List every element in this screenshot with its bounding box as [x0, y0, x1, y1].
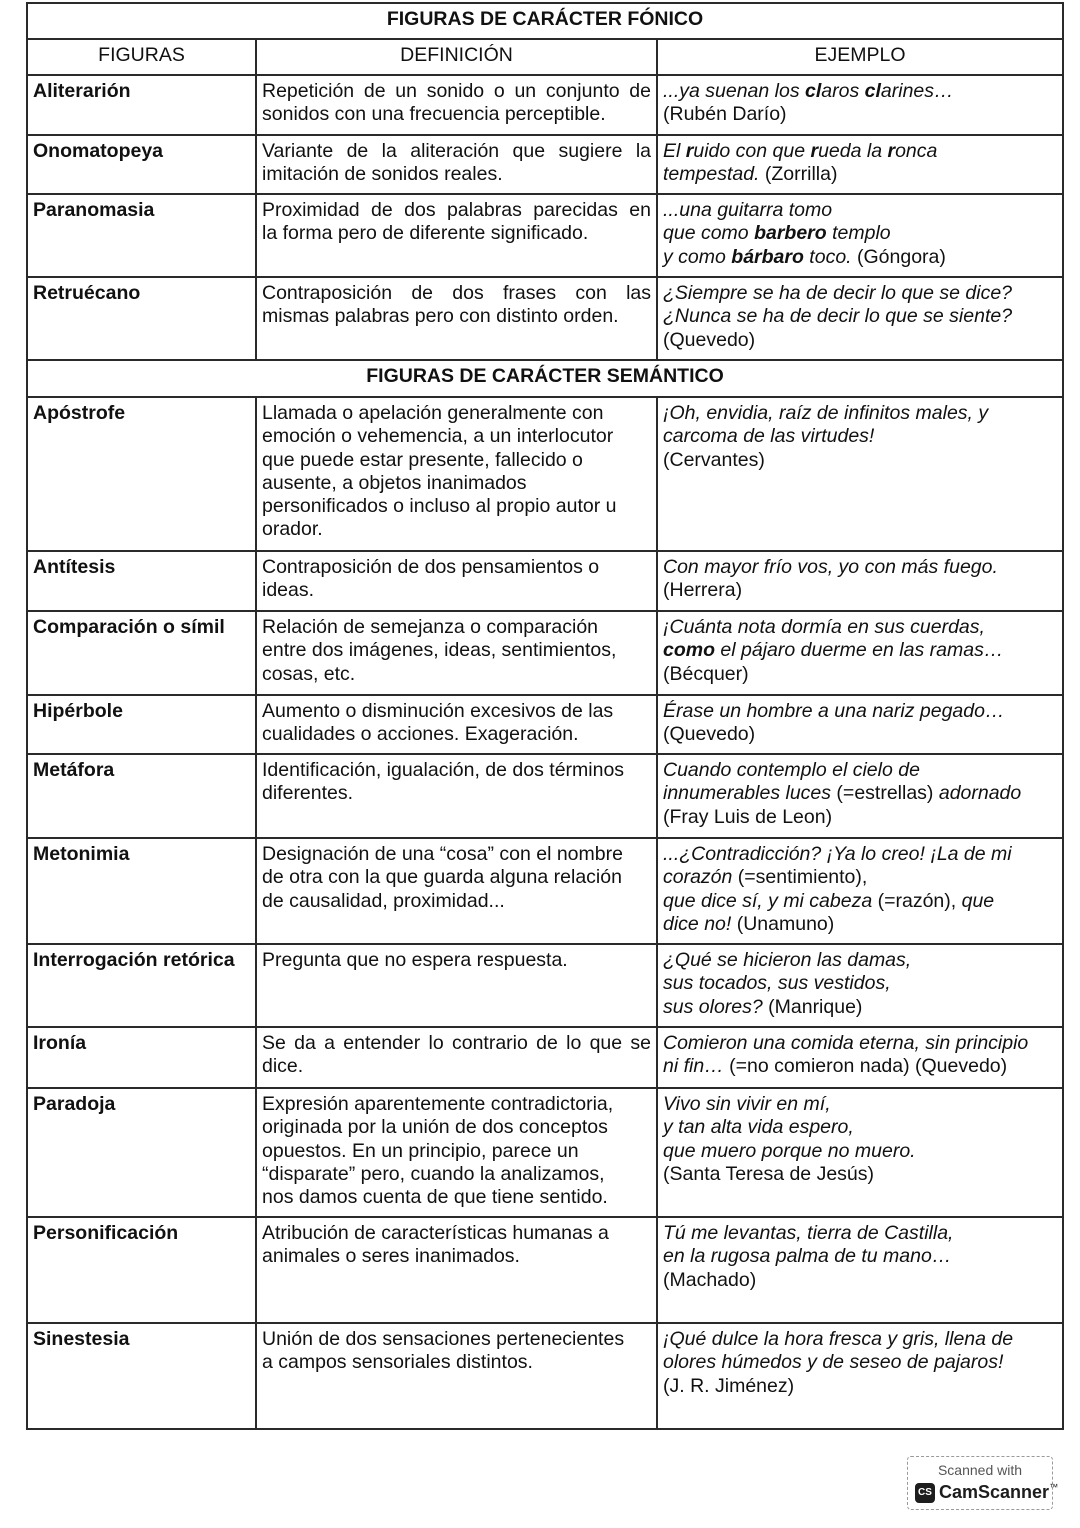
header-ejemplo: EJEMPLO [657, 39, 1063, 75]
example-text: que [961, 889, 995, 912]
section-title-semantico: FIGURAS DE CARÁCTER SEMÁNTICO [27, 360, 1063, 397]
example-text: templo [826, 222, 891, 245]
figure-row [27, 551, 1063, 611]
example-text: (Rubén Darío) [663, 103, 787, 126]
example-text: aros [821, 80, 865, 102]
example-line [663, 996, 1057, 1019]
definition-line: a campos sensoriales distintos. [262, 1351, 533, 1374]
example-text: corazón [663, 866, 733, 889]
definition-cell [256, 1088, 657, 1217]
figure-name: Antítesis [27, 551, 256, 611]
figure-name: Retruécano [27, 277, 256, 360]
example-text: Cuando contemplo el cielo de [663, 759, 920, 781]
example-text: (Góngora) [851, 245, 946, 268]
definition-cell [256, 944, 657, 1027]
trademark-mark: ™ [1049, 1482, 1059, 1492]
figure-row [27, 1088, 1063, 1217]
example-cell [657, 695, 1063, 754]
example-text: olores húmedos y de seseo de pajaros! [663, 1351, 1004, 1374]
example-text: uido con que [693, 140, 811, 162]
definition-line: Relación de semejanza o comparación [262, 616, 599, 638]
example-line [663, 1375, 1057, 1398]
example-line [663, 806, 1057, 829]
example-line [663, 140, 1057, 163]
example-text: barbero [754, 222, 827, 245]
example-line [663, 1093, 1057, 1116]
example-line [663, 449, 1057, 472]
definition-cell [256, 754, 657, 838]
example-text: ¡Oh, envidia, raíz de infinitos males, y [663, 402, 989, 424]
figure-row [27, 397, 1063, 551]
definition-line: nos damos cuenta de que tiene sentido. [262, 1186, 608, 1209]
example-text: (Bécquer) [663, 662, 749, 685]
brand-text: CamScanner [939, 1482, 1050, 1502]
figure-name: Interrogación retórica [27, 944, 256, 1027]
definition-line: que puede estar presente, fallecido o [262, 448, 583, 471]
example-text: (Herrera) [663, 579, 743, 602]
example-text: (=estrellas) [831, 782, 939, 805]
example-line [663, 1269, 1057, 1292]
definition-cell [256, 611, 657, 695]
definition-cell [256, 838, 657, 944]
example-text: ¿Nunca se ha de decir lo que se siente? [663, 305, 1013, 328]
example-text: el pájaro duerme en las ramas… [715, 639, 1004, 662]
camscanner-logo-icon: CS [915, 1483, 935, 1503]
example-text: Vivo sin vivir en mí, [663, 1093, 831, 1115]
example-text: tempestad. [663, 163, 760, 186]
example-line [663, 1222, 1057, 1245]
definition-line: cosas, etc. [262, 662, 356, 685]
definition-line: Designación de una “cosa” con el nombre [262, 843, 623, 865]
definition-line: Unión de dos sensaciones pertenecientes [262, 1328, 625, 1350]
example-line [663, 1116, 1057, 1139]
definition-line: Atribución de características humanas a [262, 1222, 609, 1244]
definition-cell [256, 194, 657, 277]
figure-name: Hipérbole [27, 695, 256, 754]
example-text: Érase un hombre a una nariz pegado… [663, 700, 1005, 722]
example-cell [657, 135, 1063, 194]
example-cell [657, 1088, 1063, 1217]
example-text: arines… [880, 80, 954, 102]
figure-name: Metonimia [27, 838, 256, 944]
example-line [663, 1140, 1057, 1163]
definition-line: dice. [262, 1055, 304, 1078]
figure-name: Onomatopeya [27, 135, 256, 194]
header-figuras: FIGURAS [27, 39, 256, 75]
example-text: sus tocados, sus vestidos, [663, 972, 891, 995]
example-line [663, 1245, 1057, 1268]
definition-line: Aumento o disminución excesivos de las [262, 700, 614, 722]
example-text: ¿Qué se hicieron las damas, [663, 949, 912, 971]
example-text: cl [805, 80, 822, 102]
example-text: Con mayor frío vos, yo con más fuego. [663, 556, 998, 578]
example-cell [657, 551, 1063, 611]
definition-line: la forma pero de diferente significado. [262, 222, 589, 245]
example-line [663, 639, 1057, 662]
example-line [663, 723, 1057, 746]
example-cell [657, 397, 1063, 551]
example-text: ni fin… [663, 1055, 724, 1078]
example-text: que dice sí, y mi cabeza [663, 889, 873, 912]
example-text: sus olores? [663, 995, 763, 1018]
example-text: en la rugosa palma de tu mano… [663, 1245, 952, 1268]
figure-row [27, 277, 1063, 360]
example-text: r [810, 140, 819, 162]
definition-line: imitación de sonidos reales. [262, 163, 503, 186]
definition-line: Contraposición de dos pensamientos o [262, 556, 600, 578]
definition-cell [256, 135, 657, 194]
example-cell [657, 194, 1063, 277]
definition-cell [256, 695, 657, 754]
figure-row [27, 1217, 1063, 1323]
example-cell [657, 754, 1063, 838]
definition-line: sonidos con una frecuencia perceptible. [262, 103, 606, 126]
example-line [663, 402, 1057, 425]
example-text: (Zorrilla) [759, 163, 838, 186]
example-text: ueda la [818, 140, 888, 162]
example-text: onca [895, 140, 938, 162]
example-text: ¿Siempre se ha de decir lo que se dice? [663, 282, 1013, 304]
figure-name: Metáfora [27, 754, 256, 838]
example-text: como [663, 639, 716, 662]
figure-name: Ironía [27, 1027, 256, 1088]
example-line [663, 913, 1057, 936]
example-text: dice no! [663, 912, 732, 935]
figures-table [26, 2, 1064, 1430]
example-text: (Fray Luis de Leon) [663, 805, 833, 828]
example-text: (Cervantes) [663, 448, 765, 471]
definition-line: de otra con la que guarda alguna relación [262, 866, 622, 889]
example-text: (Quevedo) [663, 723, 756, 746]
example-line [663, 782, 1057, 805]
figure-row [27, 1027, 1063, 1088]
example-cell [657, 1027, 1063, 1088]
example-text: ¡Qué dulce la hora fresca y gris, llena de [663, 1328, 1014, 1350]
example-text: y tan alta vida espero, [663, 1116, 854, 1139]
figure-row [27, 754, 1063, 838]
example-line [663, 843, 1057, 866]
example-text: innumerables luces [663, 782, 832, 805]
definition-line: emoción o vehemencia, a un interlocutor [262, 425, 614, 448]
example-text: Tú me levantas, tierra de Castilla, [663, 1222, 954, 1244]
example-cell [657, 838, 1063, 944]
figure-name: Apóstrofe [27, 397, 256, 551]
example-line [663, 866, 1057, 889]
definition-line: orador. [262, 518, 323, 541]
example-line [663, 1328, 1057, 1351]
definition-cell [256, 551, 657, 611]
scanned-with-label: Scanned with [937, 1462, 1023, 1478]
example-line [663, 890, 1057, 913]
definition-cell [256, 397, 657, 551]
example-line [663, 949, 1057, 972]
example-cell [657, 611, 1063, 695]
example-text: bárbaro [731, 245, 804, 268]
example-text: El [663, 140, 686, 162]
figure-row [27, 135, 1063, 194]
example-line [663, 1351, 1057, 1374]
figure-row [27, 75, 1063, 135]
example-line [663, 1163, 1057, 1186]
example-line [663, 972, 1057, 995]
example-cell [657, 1217, 1063, 1323]
definition-cell [256, 277, 657, 360]
example-line [663, 425, 1057, 448]
figure-row [27, 1323, 1063, 1429]
definition-line: de causalidad, proximidad... [262, 889, 505, 912]
example-text: (=razón), [872, 889, 962, 912]
figure-name: Personificación [27, 1217, 256, 1323]
definition-line: ideas. [262, 579, 315, 602]
definition-line: cualidades o acciones. Exageración. [262, 723, 579, 746]
definition-cell [256, 1323, 657, 1429]
example-text: adornado [938, 782, 1022, 805]
definition-cell [256, 1217, 657, 1323]
definition-cell [256, 1027, 657, 1088]
example-text: (Manrique) [762, 995, 863, 1018]
example-line [663, 282, 1057, 305]
figure-row [27, 194, 1063, 277]
example-text: r [887, 140, 896, 162]
example-cell [657, 277, 1063, 360]
figure-name: Comparación o símil [27, 611, 256, 695]
example-line [663, 103, 1057, 126]
camscanner-brand [939, 1482, 1058, 1503]
example-line [663, 246, 1057, 269]
example-text: (Machado) [663, 1268, 757, 1291]
example-line [663, 1032, 1057, 1055]
figure-row [27, 838, 1063, 944]
example-text: que muero porque no muero. [663, 1139, 916, 1162]
figure-row [27, 695, 1063, 754]
example-line [663, 700, 1057, 723]
example-line [663, 579, 1057, 602]
definition-line: Identificación, igualación, de dos términos [262, 759, 625, 781]
example-text: (=no comieron nada) (Quevedo) [723, 1055, 1008, 1078]
definition-line: Pregunta que no espera respuesta. [262, 949, 568, 971]
example-text: (Unamuno) [731, 912, 835, 935]
example-text: ...una guitarra tomo [663, 199, 833, 221]
figure-name: Aliterarión [27, 75, 256, 135]
example-line [663, 616, 1057, 639]
definition-line: Repetición de un sonido o un conjunto de [262, 80, 651, 102]
example-line [663, 1055, 1057, 1078]
definition-cell [256, 75, 657, 135]
example-text: Comieron una comida eterna, sin principio [663, 1032, 1029, 1054]
example-line [663, 80, 1057, 103]
example-line [663, 759, 1057, 782]
example-cell [657, 75, 1063, 135]
figure-row [27, 611, 1063, 695]
example-text: ¡Cuánta nota dormía en sus cuerdas, [663, 616, 985, 638]
definition-line: ausente, a objetos inanimados [262, 471, 527, 494]
figure-name: Paranomasia [27, 194, 256, 277]
example-line [663, 305, 1057, 328]
definition-line: Proximidad de dos palabras parecidas en [262, 199, 651, 221]
example-text: y como [663, 245, 732, 268]
example-cell [657, 944, 1063, 1027]
figure-name: Paradoja [27, 1088, 256, 1217]
section-title-fonico: FIGURAS DE CARÁCTER FÓNICO [27, 3, 1063, 39]
header-definicion: DEFINICIÓN [256, 39, 657, 75]
definition-line: opuestos. En un principio, parece un [262, 1139, 579, 1162]
example-text: que como [663, 222, 755, 245]
example-cell [657, 1323, 1063, 1429]
example-line [663, 222, 1057, 245]
definition-line: mismas palabras pero con distinto orden. [262, 305, 619, 328]
figure-row [27, 944, 1063, 1027]
example-text: (=sentimiento), [732, 866, 868, 889]
definition-line: “disparate” pero, cuando la analizamos, [262, 1162, 605, 1185]
example-text: (J. R. Jiménez) [663, 1374, 795, 1397]
example-text: toco. [803, 245, 852, 268]
figure-name: Sinestesia [27, 1323, 256, 1429]
example-line [663, 199, 1057, 222]
definition-line: Llamada o apelación generalmente con [262, 402, 604, 424]
example-line [663, 163, 1057, 186]
example-line [663, 556, 1057, 579]
example-text: r [685, 140, 694, 162]
example-text: ...¿Contradicción? ¡Ya lo creo! ¡La de mi [663, 843, 1012, 865]
example-text: ...ya suenan los [663, 80, 806, 102]
definition-line: personificados o incluso al propio autor u [262, 495, 617, 518]
example-text: cl [864, 80, 881, 102]
example-text: carcoma de las virtudes! [663, 425, 875, 448]
definition-line: entre dos imágenes, ideas, sentimientos, [262, 639, 617, 662]
example-line [663, 329, 1057, 352]
example-text: (Quevedo) [663, 328, 756, 351]
definition-line: Se da a entender lo contrario de lo que se [262, 1032, 651, 1054]
definition-line: diferentes. [262, 782, 354, 805]
definition-line: originada por la unión de dos conceptos [262, 1116, 608, 1139]
definition-line: Variante de la aliteración que sugiere la [262, 140, 651, 162]
camscanner-watermark [907, 1456, 1059, 1510]
example-line [663, 663, 1057, 686]
definition-line: Expresión aparentemente contradictoria, [262, 1093, 614, 1115]
definition-line: animales o seres inanimados. [262, 1245, 520, 1268]
definition-line: Contraposición de dos frases con las [262, 282, 651, 304]
example-text: (Santa Teresa de Jesús) [663, 1162, 875, 1185]
